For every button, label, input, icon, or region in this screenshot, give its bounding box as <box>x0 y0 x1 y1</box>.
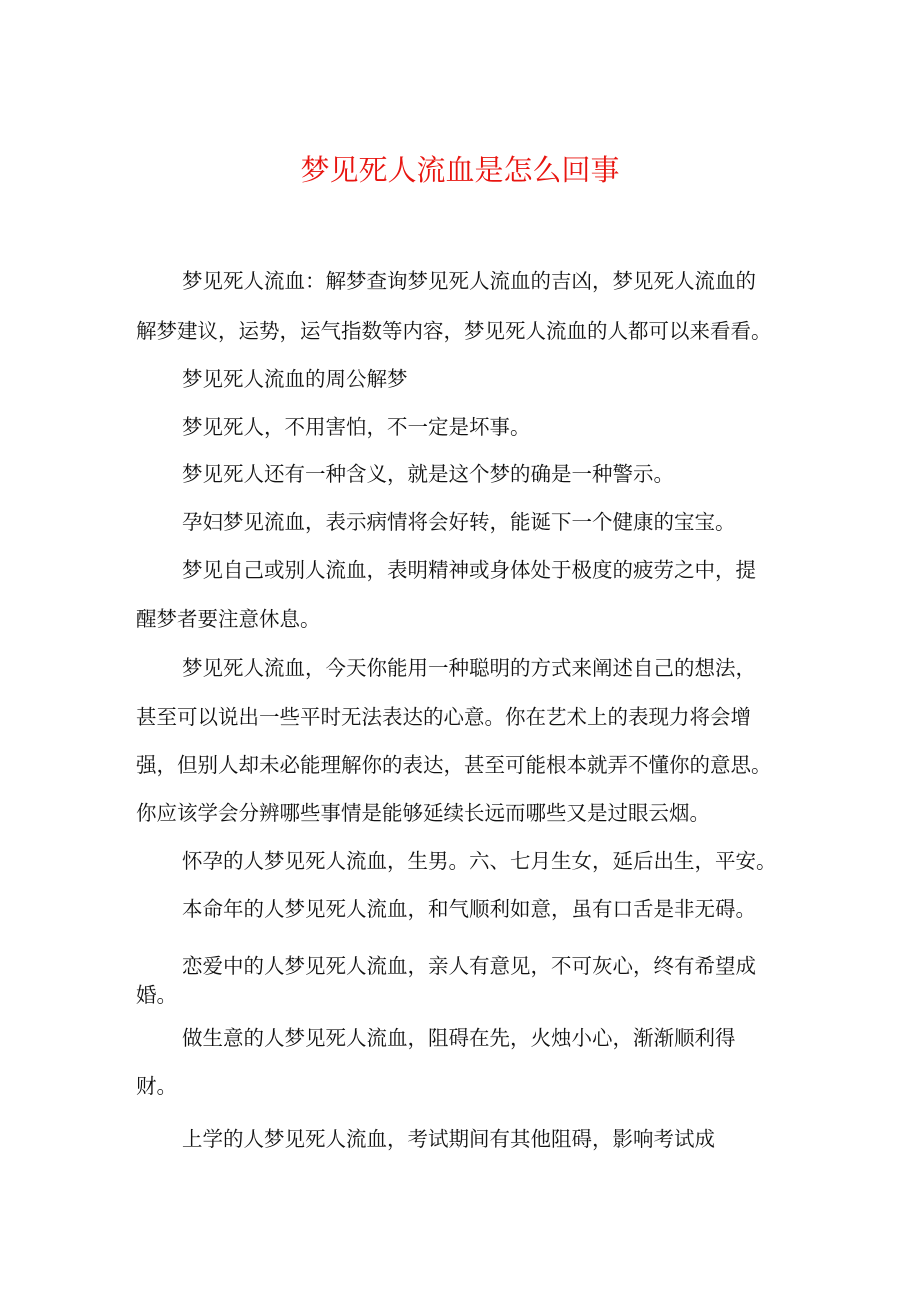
body-line-18: 财。 <box>136 1074 177 1098</box>
body-line-4: 梦见死人，不用害怕，不一定是坏事。 <box>182 415 531 439</box>
body-line-19: 上学的人梦见死人流血，考试期间有其他阻碍，影响考试成 <box>182 1127 715 1151</box>
body-line-1: 梦见死人流血：解梦查询梦见死人流血的吉凶，梦见死人流血的 <box>182 269 756 293</box>
body-line-16: 婚。 <box>136 983 177 1007</box>
body-line-5: 梦见死人还有一种含义，就是这个梦的确是一种警示。 <box>182 462 674 486</box>
body-line-10: 甚至可以说出一些平时无法表达的心意。你在艺术上的表现力将会增 <box>136 705 751 729</box>
body-line-13: 怀孕的人梦见死人流血，生男。六、七月生女，延后出生，平安。 <box>182 849 777 873</box>
body-line-15: 恋爱中的人梦见死人流血，亲人有意见，不可灰心，终有希望成 <box>182 954 756 978</box>
body-line-8: 醒梦者要注意休息。 <box>136 607 321 631</box>
body-line-2: 解梦建议，运势，运气指数等内容，梦见死人流血的人都可以来看看。 <box>136 319 772 343</box>
body-line-14: 本命年的人梦见死人流血，和气顺利如意，虽有口舌是非无碍。 <box>182 897 756 921</box>
body-line-12: 你应该学会分辨哪些事情是能够延续长远而哪些又是过眼云烟。 <box>136 801 710 825</box>
body-line-17: 做生意的人梦见死人流血，阻碍在先，火烛小心，渐渐顺利得 <box>182 1026 736 1050</box>
body-line-6: 孕妇梦见流血，表示病情将会好转，能诞下一个健康的宝宝。 <box>182 510 736 534</box>
body-line-3: 梦见死人流血的周公解梦 <box>182 367 408 391</box>
body-line-11: 强，但别人却未必能理解你的表达，甚至可能根本就弄不懂你的意思。 <box>136 753 772 777</box>
body-line-7: 梦见自己或别人流血，表明精神或身体处于极度的疲劳之中，提 <box>182 558 756 582</box>
document-title: 梦见死人流血是怎么回事 <box>300 153 620 187</box>
body-line-9: 梦见死人流血，今天你能用一种聪明的方式来阐述自己的想法， <box>182 656 756 680</box>
